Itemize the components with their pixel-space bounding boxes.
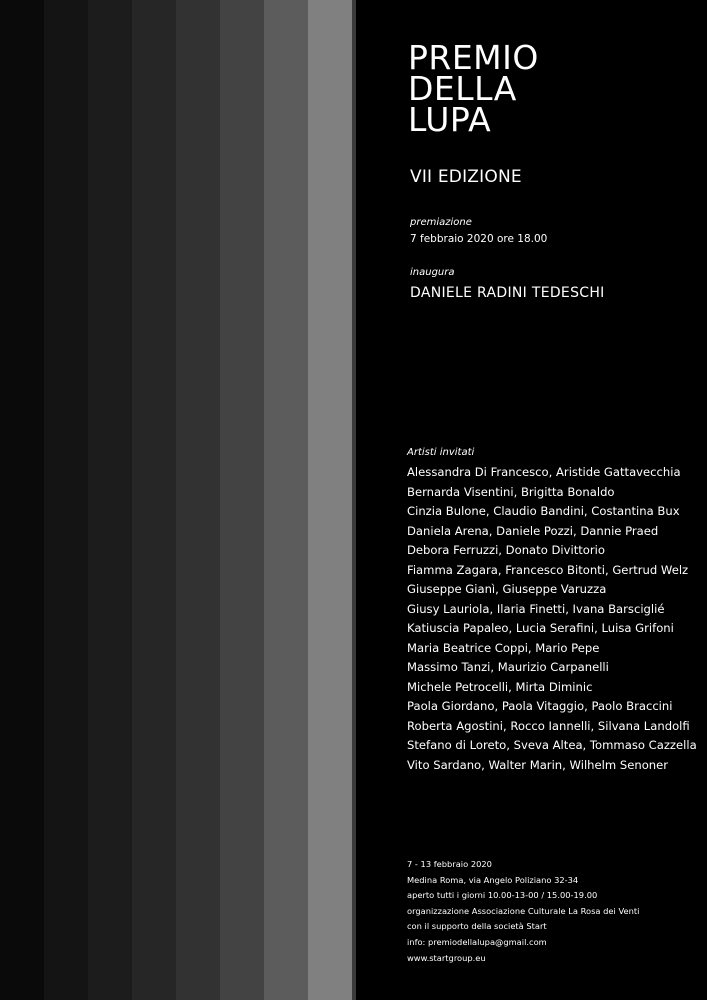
artist-line: Giuseppe Gianì, Giuseppe Varuzza [407, 582, 607, 596]
artist-line: Debora Ferruzzi, Donato Divittorio [407, 543, 605, 557]
event-support: con il supporto della società Start [407, 921, 547, 932]
stripe [308, 0, 352, 1000]
title-line: LUPA [408, 100, 492, 139]
stripe [44, 0, 88, 1000]
event-venue: Medina Roma, via Angelo Poliziano 32-34 [407, 874, 579, 885]
artists-heading: Artisti invitati [407, 447, 475, 458]
event-info [407, 857, 639, 966]
premiazione-label: premiazione [410, 217, 472, 228]
artist-line: Daniela Arena, Daniele Pozzi, Dannie Praed [407, 523, 659, 538]
event-organization: organizzazione Associazione Culturale La Rosa dei Venti [407, 905, 640, 916]
artist-line: Giusy Lauriola, Ilaria Finetti, Ivana Barsciglié [407, 601, 665, 616]
artist-line: Stefano di Loreto, Sveva Altea, Tommaso Cazzella [407, 738, 697, 752]
premiazione-date: 7 febbraio 2020 ore 18.00 [410, 233, 548, 245]
stripe [0, 0, 44, 1000]
stripe [220, 0, 264, 1000]
artist-line: Maria Beatrice Coppi, Mario Pepe [407, 640, 600, 655]
stripe [88, 0, 132, 1000]
event-website: www.startgroup.eu [407, 952, 486, 963]
artist-line: Fiamma Zagara, Francesco Bitonti, Gertrud Welz [407, 562, 689, 577]
inaugura-label: inaugura [410, 267, 455, 278]
title-line: PREMIO [408, 38, 539, 77]
divider-line [352, 0, 356, 1000]
event-email: info: premiodellalupa@gmail.com [407, 936, 547, 947]
artist-line: Vito Sardano, Walter Marin, Wilhelm Senoner [407, 757, 669, 772]
edition-label: VII EDIZIONE [410, 167, 522, 187]
artists-list [407, 463, 697, 775]
poster-title [408, 38, 539, 139]
stripe [176, 0, 220, 1000]
inaugura-name: DANIELE RADINI TEDESCHI [410, 285, 605, 301]
artist-line: Paola Giordano, Paola Vitaggio, Paolo Braccini [407, 699, 673, 713]
artist-line: Massimo Tanzi, Maurizio Carpanelli [407, 660, 609, 674]
artist-line: Roberta Agostini, Rocco Iannelli, Silvana Landolfi [407, 718, 690, 733]
stripe [264, 0, 308, 1000]
artist-line: Alessandra Di Francesco, Aristide Gattavecchia [407, 465, 681, 479]
title-line: DELLA [408, 69, 517, 108]
artist-line: Cinzia Bulone, Claudio Bandini, Costantina Bux [407, 504, 680, 518]
stripe [132, 0, 176, 1000]
artist-line: Bernarda Visentini, Brigitta Bonaldo [407, 484, 615, 499]
artist-line: Michele Petrocelli, Mirta Diminic [407, 679, 593, 694]
event-hours: aperto tutti i giorni 10.00-13-00 / 15.00-19.00 [407, 890, 598, 901]
artist-line: Katiuscia Papaleo, Lucia Serafini, Luisa Grifoni [407, 621, 674, 635]
event-dates: 7 - 13 febbraio 2020 [407, 859, 492, 869]
